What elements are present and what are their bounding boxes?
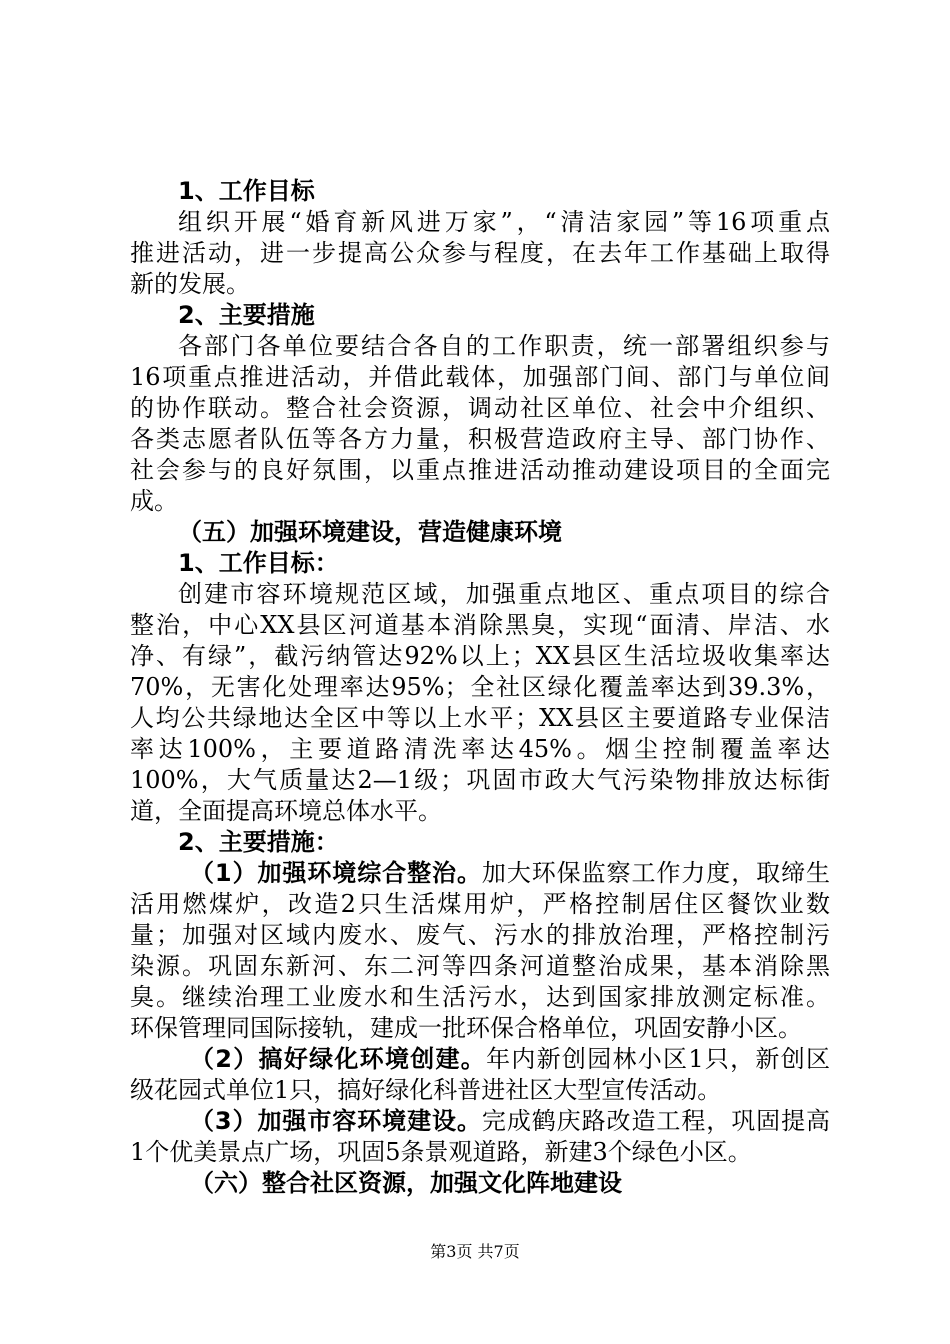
paragraph-line: 率达100%，主要道路清洗率达45%。烟尘控制覆盖率达 [130, 735, 830, 763]
paragraph-line: 净、有绿”，截污纳管达92%以上；XX县区生活垃圾收集率达 [130, 642, 830, 670]
paragraph-line: 人均公共绿地达全区中等以上水平；XX县区主要道路专业保洁 [130, 704, 830, 732]
measures-heading: 2、主要措施： [178, 828, 339, 856]
paragraph-line: 级花园式单位1只，搞好绿化科普进社区大型宣传活动。 [130, 1076, 722, 1104]
paragraph-line: 新的发展。 [130, 270, 250, 298]
measure-item-3 [130, 1106, 830, 1137]
paragraph-line: 的协作联动。整合社会资源，调动社区单位、社会中介组织、 [130, 394, 830, 422]
measure-item-title: （3）加强市容环境建设。 [190, 1107, 482, 1135]
paragraph-line: 各类志愿者队伍等各方力量，积极营造政府主导、部门协作、 [130, 425, 830, 453]
paragraph-line: 各部门各单位要结合各自的工作职责，统一部署组织参与 [178, 332, 830, 360]
document-body [130, 176, 830, 1199]
paragraph-line: 组织开展“婚育新风进万家”，“清洁家园”等16项重点 [178, 208, 830, 236]
paragraph-line: 创建市容环境规范区域，加强重点地区、重点项目的综合 [178, 580, 830, 608]
paragraph-line: 环保管理同国际接轨，建成一批环保合格单位，巩固安静小区。 [130, 1014, 802, 1042]
measure-item-2 [130, 1044, 830, 1075]
paragraph-line: 100%，大气质量达2—1级；巩固市政大气污染物排放达标街 [130, 766, 830, 794]
paragraph-line: 道，全面提高环境总体水平。 [130, 797, 442, 825]
paragraph-line: 整治，中心XX县区河道基本消除黑臭，实现“面清、岸洁、水 [130, 611, 830, 639]
paragraph-line: 量；加强对区域内废水、废气、污水的排放治理，严格控制污 [130, 921, 830, 949]
measure-item-text: 完成鹤庆路改造工程，巩固提高 [481, 1107, 830, 1135]
page-number: 第3页 共7页 [430, 1242, 520, 1261]
paragraph-line: 成。 [130, 487, 178, 515]
section-heading: （六）整合社区资源，加强文化阵地建设 [190, 1169, 622, 1197]
goal-heading: 1、工作目标 [178, 177, 315, 205]
paragraph-line: 16项重点推进活动，并借此载体，加强部门间、部门与单位间 [130, 363, 830, 391]
paragraph-line: 活用燃煤炉，改造2只生活煤用炉，严格控制居住区餐饮业数 [130, 890, 830, 918]
paragraph-line: 70%，无害化处理率达95%；全社区绿化覆盖率达到39.3%， [130, 673, 830, 701]
section-heading: （五）加强环境建设，营造健康环境 [178, 518, 562, 546]
measure-item-1 [130, 858, 830, 889]
measure-item-title: （2）搞好绿化环境创建。 [190, 1045, 487, 1073]
paragraph-line: 臭。继续治理工业废水和生活污水，达到国家排放测定标准。 [130, 983, 830, 1011]
measure-item-text: 年内新创园林小区1只，新创区 [486, 1045, 830, 1073]
paragraph-line: 社会参与的良好氛围，以重点推进活动推动建设项目的全面完 [130, 456, 830, 484]
measure-item-title: （1）加强环境综合整治。 [190, 859, 482, 887]
measure-item-text: 加大环保监察工作力度，取缔生 [481, 859, 830, 887]
paragraph-line: 染源。巩固东新河、东二河等四条河道整治成果，基本消除黑 [130, 952, 830, 980]
measures-heading: 2、主要措施 [178, 301, 315, 329]
paragraph-line: 推进活动，进一步提高公众参与程度，在去年工作基础上取得 [130, 239, 830, 267]
goal-heading: 1、工作目标： [178, 549, 339, 577]
paragraph-line: 1个优美景点广场，巩固5条景观道路，新建3个绿色小区。 [130, 1138, 752, 1166]
